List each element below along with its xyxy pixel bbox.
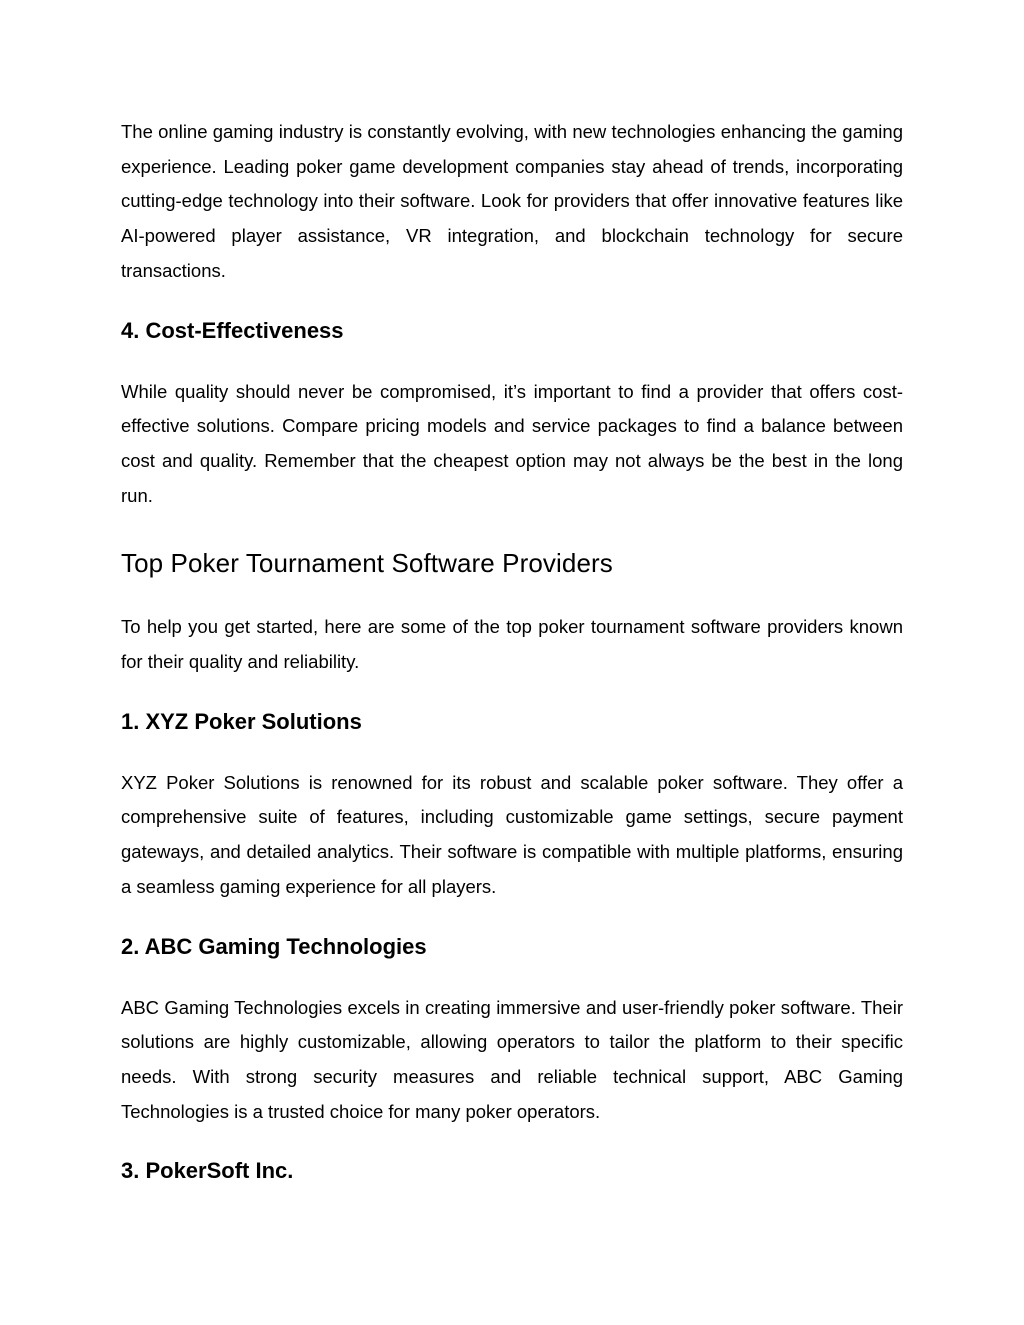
provider-heading-abc: 2. ABC Gaming Technologies [121,933,427,959]
cost-effectiveness-heading: 4. Cost-Effectiveness [121,317,344,343]
provider-paragraph-xyz: XYZ Poker Solutions is renowned for its robust and scalable poker software. They offer a comprehensive suite of features, including customizable game settings, secure payment gateways, and detailed analytics. Their software is compatible with multiple platforms, ensuring a seamless gaming experience for all players. [121,771,903,897]
provider-paragraph-abc: ABC Gaming Technologies excels in creating immersive and user-friendly poker software. Their solutions are highly customizable, allowing operators to tailor the platform to their specific needs. With strong security measures and reliable technical support, ABC Gaming Technologies is a trusted choice for many poker operators. [121,996,903,1122]
provider-heading-xyz: 1. XYZ Poker Solutions [121,708,362,734]
cost-effectiveness-paragraph: While quality should never be compromised, it’s important to find a provider that offers cost-effective solutions. Compare pricing models and service packages to find a balance between cost and quality. Remember that the cheapest option may not always be the best in the long run. [121,380,903,506]
document-page [121,115,903,1186]
intro-paragraph: The online gaming industry is constantly evolving, with new technologies enhancing the gaming experience. Leading poker game development companies stay ahead of trends, incorporating cutting-edge technology into their software. Look for providers that offer innovative features like AI-powered player assistance, VR integration, and blockchain technology for secure transactions. [121,121,903,281]
providers-section-heading: Top Poker Tournament Software Providers [121,548,613,579]
provider-heading-pokersoft: 3. PokerSoft Inc. [121,1158,294,1184]
providers-intro-paragraph: To help you get started, here are some of the top poker tournament software providers known for their quality and reliability. [121,616,903,673]
